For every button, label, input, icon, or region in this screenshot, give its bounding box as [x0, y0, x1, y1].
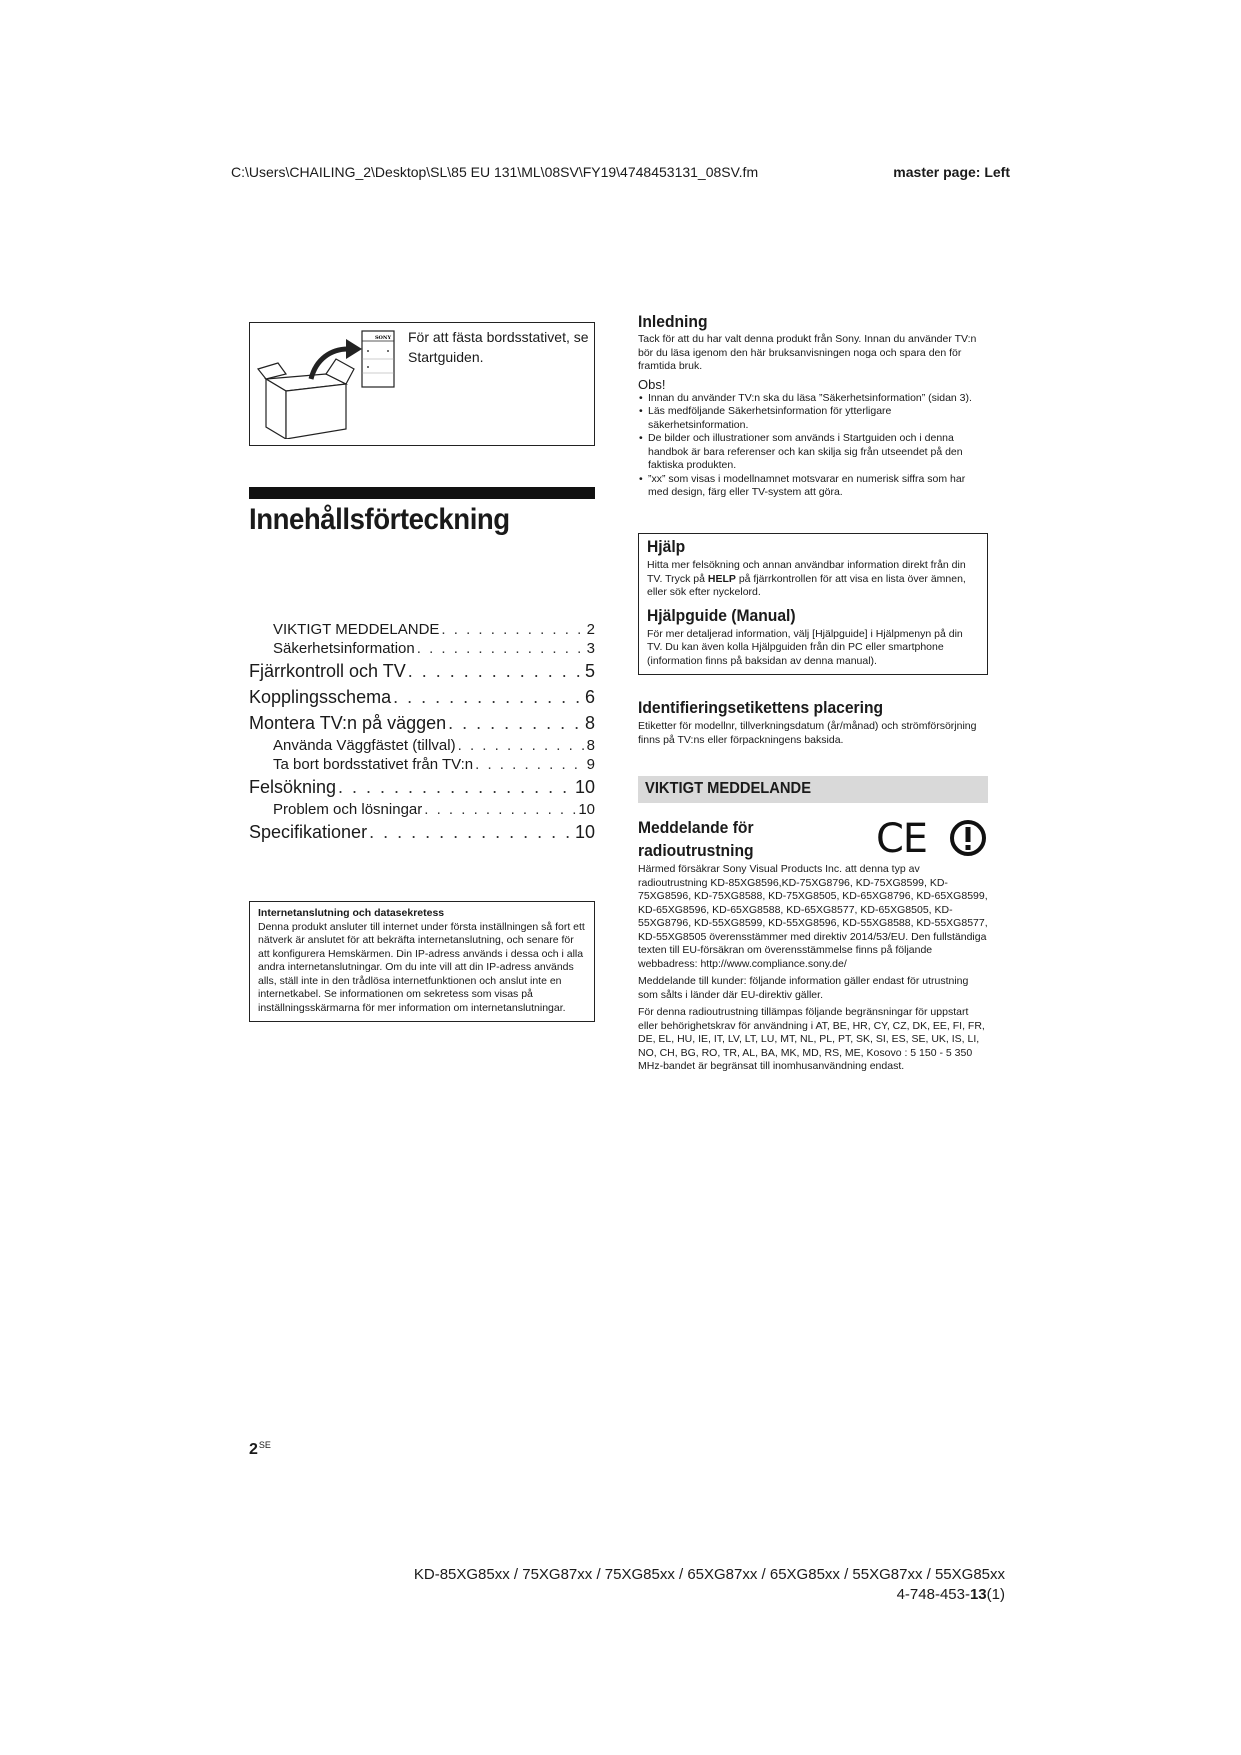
radio-paragraph: Härmed försäkrar Sony Visual Products Inc. att denna typ av radioutrustning KD-85XG8596,KD-75XG8796, KD-75XG8599, KD-75XG8596, KD-75XG8588, KD-75XG8505, KD-65XG8796, KD-65XG8599, KD-65XG8596, KD-65XG8588, KD-65XG8577, KD-65XG8505, KD-55XG8796, KD-55XG8599, KD-55XG8596, KD-55XG8588, KD-55XG8577, KD-55XG8505 överensstämmer med direktiv 2014/53/EU. Den fullständiga texten till EU-försäkran om överensstämmelse finns på följande webbadress: http://www.compliance.sony.de/ — [638, 863, 988, 970]
ident-section — [638, 698, 988, 747]
model-list-footer: KD-85XG85xx / 75XG87xx / 75XG85xx / 65XG87xx / 65XG85xx / 55XG87xx / 55XG85xx — [413, 1566, 1005, 1583]
master-page-label: master page: Left — [893, 164, 1010, 180]
alert-sign-icon — [948, 818, 988, 858]
toc-title: Innehållsförteckning — [249, 503, 510, 536]
list-item: • ”xx” som visas i modellnamnet motsvarar en numerisk siffra som har med design, färg eller TV-system att göra. — [648, 473, 988, 500]
toc-entry[interactable]: VIKTIGT MEDDELANDE . . . 2 — [249, 620, 595, 639]
stand-instruction-box — [249, 322, 595, 446]
table-of-contents — [249, 620, 595, 845]
help-title: Hjälp — [647, 537, 686, 556]
toc-entry[interactable]: Montera TV:n på väggen . . . 8 — [249, 710, 595, 736]
list-item: • Läs medföljande Säkerhetsinformation för ytterligare säkerhetsinformation. — [648, 405, 988, 432]
svg-text:CE: CE — [876, 818, 928, 856]
privacy-notice-box — [249, 901, 595, 1022]
help-body: Hitta mer felsökning och annan användbar information direkt från din TV. Tryck på HELP på fjärrkontrollen för att visa en lista över ämnen, eller sök efter nyckelord. — [647, 559, 966, 598]
sony-logo-icon — [368, 332, 398, 342]
toc-entry[interactable]: Problem och lösningar . . . 10 — [249, 800, 595, 819]
toc-entry[interactable]: Kopplingsschema . . . 6 — [249, 684, 595, 710]
toc-entry[interactable]: Fjärrkontroll och TV . . . 5 — [249, 658, 595, 684]
help-guide-title: Hjälpguide (Manual) — [647, 605, 796, 625]
document-code: 4-748-453-13(1) — [896, 1586, 1005, 1603]
toc-entry[interactable]: Säkerhetsinformation . . . 3 — [249, 639, 595, 658]
toc-rule — [249, 487, 595, 499]
ident-title: Identifieringsetikettens placering — [638, 698, 884, 717]
toc-entry[interactable]: Använda Väggfästet (tillval) . . . 8 — [249, 736, 595, 755]
radio-paragraph: Meddelande till kunder: följande information gäller endast för utrustning som sålts i länder där EU-direktiv gäller. — [638, 975, 969, 1001]
privacy-title: Internetanslutning och datasekretess — [258, 907, 445, 919]
radio-paragraph: För denna radioutrustning tillämpas följande begränsningar för uppstart eller behörighetskrav för användning i AT, BE, HR, CY, CZ, DK, EE, FI, FR, DE, EL, HU, IE, IT, LV, LT, LU, MT, NL, PL, PT, SK, SI, ES, SE, UK, IS, LI, NO, CH, BG, RO, TR, AL, BA, MK, MD, RS, ME, Kosovo : 5 150 - 5 350 MHz-bandet är begränsat till inomhusanvändning endast. — [638, 1006, 985, 1072]
important-notice-banner: VIKTIGT MEDDELANDE — [638, 776, 988, 803]
help-guide-body: För mer detaljerad information, välj [Hjälpguide] i Hjälpmenyn på din TV. Du kan även kolla Hjälpguiden från din PC eller smartphone (information finns på baksidan av denna manual). — [647, 627, 963, 667]
ident-body: Etiketter för modellnr, tillverkningsdatum (år/månad) och strömförsörjning finns på TV:ns eller förpackningens baksida. — [638, 720, 977, 746]
obs-list — [638, 392, 988, 500]
file-path-header: C:\Users\CHAILING_2\Desktop\SL\85 EU 131\ML\08SV\FY19\4748453131_08SV.fm — [231, 164, 759, 180]
page-number: $2^{SE}$ — [249, 1440, 271, 1458]
list-item: • De bilder och illustrationer som används i Startguiden och i denna handbok är bara referenser och kan skilja sig från utseendet på den faktiska produkten. — [648, 432, 988, 473]
toc-entry[interactable]: Ta bort bordsstativet från TV:n . . . 9 — [249, 755, 595, 774]
svg-text:SONY: SONY — [374, 335, 392, 341]
box-and-manual-illustration — [256, 329, 396, 439]
radio-notice-section — [638, 816, 988, 1074]
intro-title: Inledning — [638, 312, 708, 331]
obs-label: Obs! — [638, 376, 666, 392]
radio-title: Meddelande för radioutrustning — [638, 818, 754, 860]
intro-section — [638, 312, 988, 500]
privacy-body: Denna produkt ansluter till internet under första inställningen så fort ett nätverk är anslutet för att bekräfta internetanslutning, och senare för att konfigurera Hemskärmen. Din IP-adress används i dessa och i alla andra internetanslutningar. Om du inte vill att din IP-adress används alls, ställ inte in den trådlösa internetfunktionen och anslut inte en internetkabel. Se informationen om sekretess som visas på inställningsskärmarna för mer information om internetanslutningar. — [258, 920, 585, 1014]
intro-body: Tack för att du har valt denna produkt från Sony. Innan du använder TV:n bör du läsa igenom den här bruksanvisningen noga och spara den för framtida bruk. — [638, 333, 977, 372]
stand-instruction-text: För att fästa bordsstativet, se Startguiden. — [408, 329, 589, 365]
ce-mark-icon — [876, 818, 930, 856]
toc-entry[interactable]: Specifikationer . . . 10 — [249, 819, 595, 845]
list-item: • Innan du använder TV:n ska du läsa ”Säkerhetsinformation” (sidan 3). — [648, 392, 988, 406]
toc-entry[interactable]: Felsökning . . . 10 — [249, 774, 595, 800]
help-box — [638, 533, 988, 675]
